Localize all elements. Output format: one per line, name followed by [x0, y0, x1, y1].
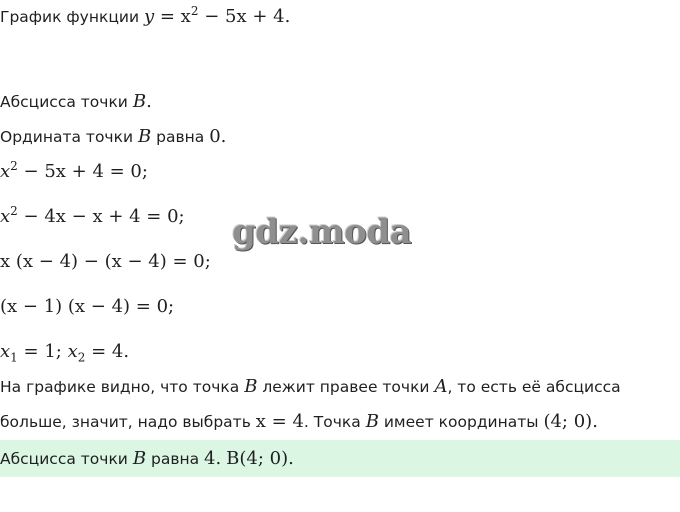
- equation-roots: $x_1 = 1$; $x_2 = 4$.: [0, 341, 130, 365]
- abscissa-line: Абсцисса точки B.: [0, 91, 152, 112]
- heading-formula: $y = x^2 - 5x + 4$.: [143, 4, 291, 27]
- explanation-line-1: На графике видно, что точка B лежит правее точки A, то есть её абсцисса: [0, 376, 621, 397]
- equation-step-4: (x − 1) (x − 4) = 0;: [0, 296, 175, 317]
- equation-step-3: x (x − 4) − (x − 4) = 0;: [0, 251, 211, 272]
- explanation-line-2: больше, значит, надо выбрать x = 4. Точка B имеет координаты (4; 0).: [0, 411, 598, 432]
- watermark-logo: gdz.moda: [232, 212, 412, 252]
- ordinate-line: Ордината точки B равна 0.: [0, 126, 227, 147]
- answer-line: Абсцисса точки B равна 4. B(4; 0).: [0, 448, 294, 469]
- heading-text: График функции: [0, 8, 140, 26]
- equation-step-1: $x^2 - 5x + 4 = 0$;: [0, 159, 148, 182]
- equation-step-2: $x^2 - 4x - x + 4 = 0$;: [0, 204, 185, 227]
- task-heading: [0, 6, 290, 28]
